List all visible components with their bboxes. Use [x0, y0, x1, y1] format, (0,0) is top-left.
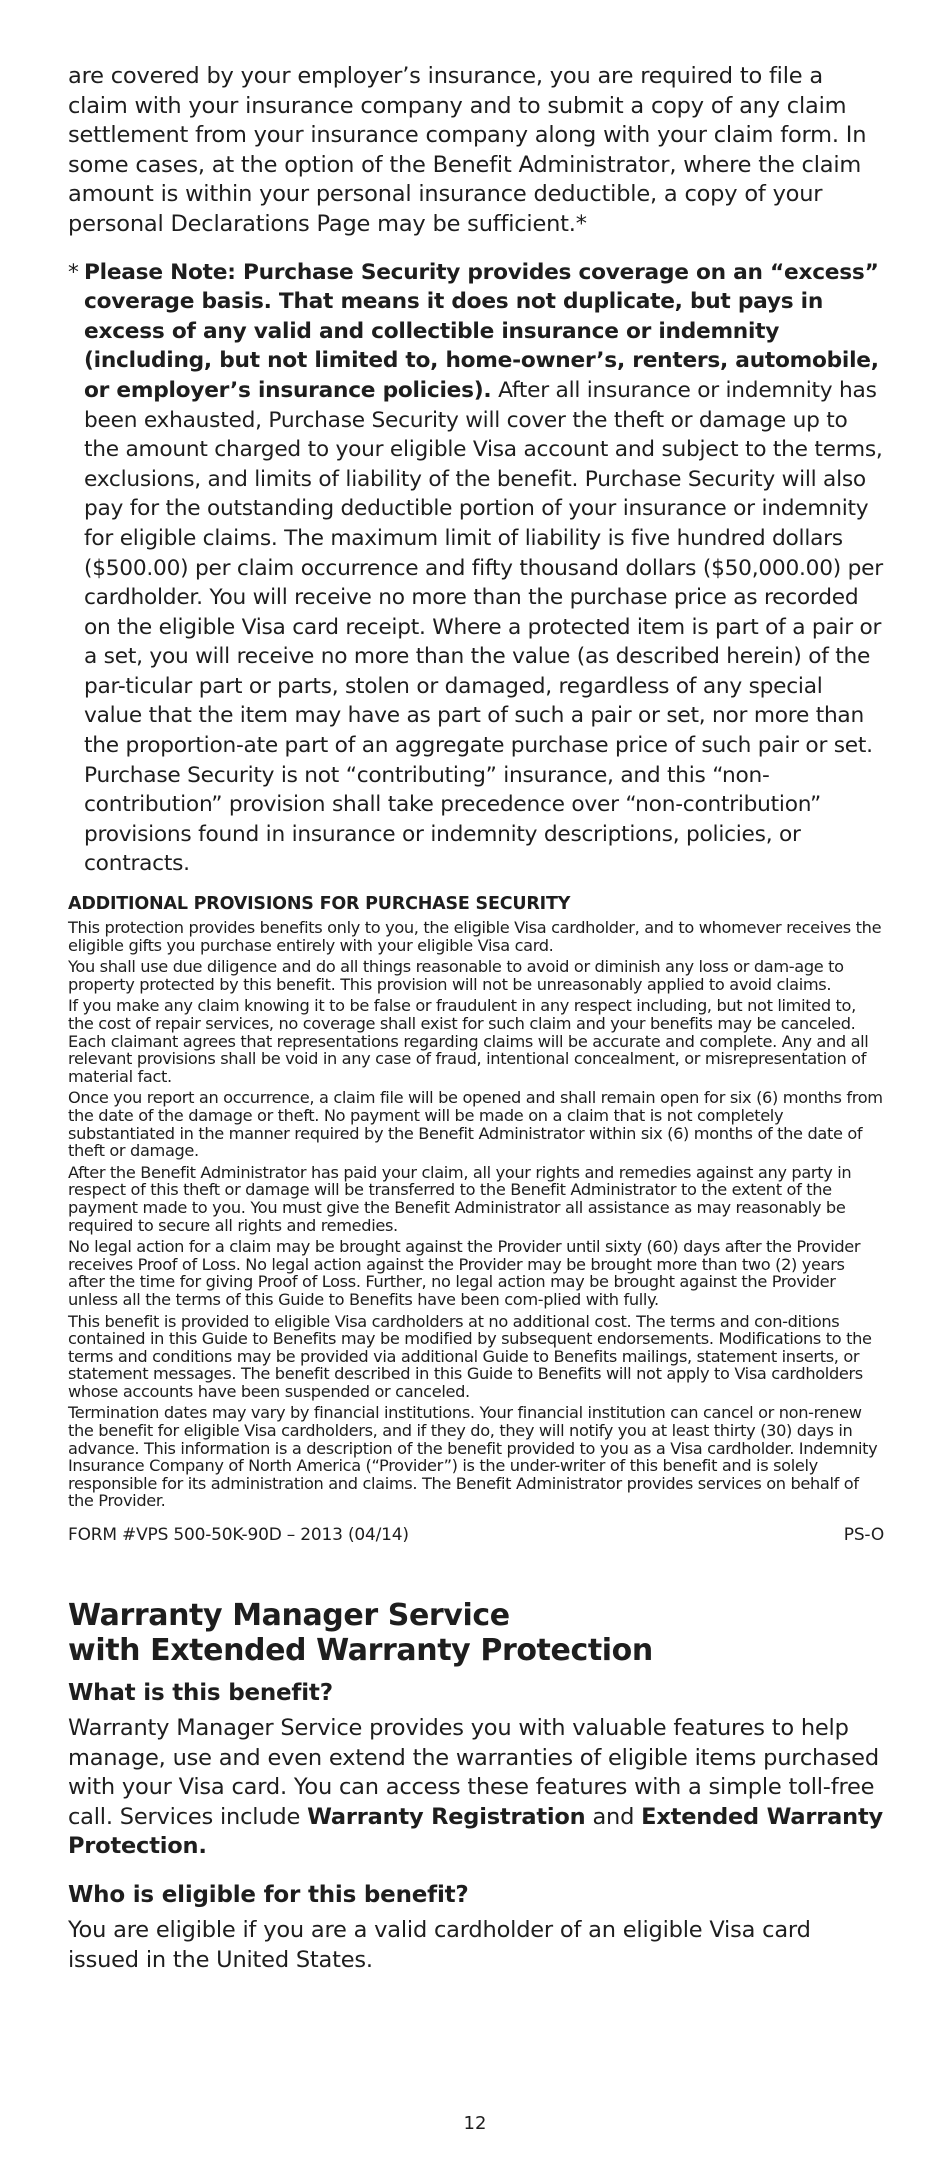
provision-paragraph: You shall use due diligence and do all things reasonable to avoid or diminish any loss or dam-age to property protected by this benefit. This provision will not be unreasonably applied to avoid claims. — [68, 957, 844, 994]
warranty-registration-bold: Warranty Registration — [307, 1803, 586, 1830]
question-who-is-eligible: Who is eligible for this benefit? — [68, 1882, 469, 1908]
please-note-text: After all insurance or indemnity has been exhausted, Purchase Security will cover the theft or damage up to the amount charged to your eligible Visa account and subject to the terms, exclusions, and limits of liability of the benefit. Purchase Security will also pay for the outstanding deductible portion of your insurance or indemnity for eligible claims. The maximum limit of liability is five hundred dollars ($500.00) per claim occurrence and fifty thousand dollars ($50,000.00) per cardholder. You will receive no more than the purchase price as recorded on the eligible Visa card receipt. Where a protected item is part of a pair or a set, you will receive no more than the value (as described herein) of the par-ticular part or parts, stolen or damaged, regardless of any special value that the item may have as part of such a pair or set, nor more than the proportion-ate part of an aggregate purchase price of such pair or set. Purchase Security is not “contributing” insurance, and this “non-contribution” provision shall take precedence over “non-contribution” provisions found in insurance or indemnity descriptions, policies, or contracts. — [84, 377, 883, 877]
provision-paragraph: Termination dates may vary by financial institutions. Your financial institution can cancel or non-renew the benefit for eligible Visa cardholders, and if they do, they will notify you at least thirty (30) days in advance. This information is a description of the benefit provided to you as a Visa cardholder. Indemnity Insurance Company of North America (“Provider”) is the under-writer of this benefit and is solely responsible for its administration and claims. The Benefit Administrator provides services on behalf of the Provider. — [68, 1403, 878, 1511]
extended-warranty-bold: Extended Warranty Protection. — [68, 1803, 883, 1860]
answer-who-is-eligible: You are eligible if you are a valid cardholder of an eligible Visa card issued in the United States. — [68, 1917, 811, 1973]
answer-text: and — [585, 1803, 642, 1830]
answer-text: Warranty Manager Service provides you with valuable features to help manage, use and even extend the warranties of eligible items purchased with your Visa card. You can access these features with a simple toll-free call. Services include — [68, 1715, 879, 1830]
answer-what-is-benefit — [68, 1714, 884, 1862]
question-what-is-benefit: What is this benefit? — [68, 1680, 333, 1707]
provision-paragraph: Once you report an occurrence, a claim file will be opened and shall remain open for six (6) months from the date of the damage or theft. No payment will be made on a claim that is not completely substantiated in the manner required by the Benefit Administrator within six (6) months of the date of theft or damage. — [68, 1088, 883, 1161]
provision-paragraph: No legal action for a claim may be brought against the Provider until sixty (60) days after the Provider receives Proof of Loss. No legal action against the Provider may be brought more than two (2) years after the time for giving Proof of Loss. Further, no legal action may be brought against the Provider unless all the terms of this Guide to Benefits have been com-plied with fully. — [68, 1237, 861, 1309]
document-page — [68, 62, 884, 1993]
form-code: PS-O — [843, 1525, 884, 1546]
intro-paragraph: are covered by your employer’s insurance, you are required to file a claim with your insurance company and to submit a copy of any claim settlement from your insurance company along with your claim form. In some cases, at the option of the Benefit Administrator, where the claim amount is within your personal insurance deductible, a copy of your personal Declarations Page may be sufficient.* — [68, 63, 867, 237]
please-note-paragraph — [68, 258, 884, 879]
please-note-bold-text: Please Note: Purchase Security provides coverage on an “excess” coverage basis. That means it does not duplicate, but pays in excess of any valid and collectible insurance or indemnity (including, but not limited to, home-owner’s, renters, automobile, or employer’s insurance policies). — [84, 259, 879, 403]
page-number: 12 — [463, 2113, 487, 2134]
provision-paragraph: This protection provides benefits only to you, the eligible Visa cardholder, and to whomever receives the eligible gifts you purchase entirely with your eligible Visa card. — [68, 918, 882, 955]
provision-paragraph: This benefit is provided to eligible Visa cardholders at no additional cost. The terms and con-ditions contained in this Guide to Benefits may be modified by subsequent endorsements. Modifications to the terms and conditions may be provided via additional Guide to Benefits mailings, statement inserts, or statement messages. The benefit described in this Guide to Benefits will not apply to Visa cardholders whose accounts have been suspended or canceled. — [68, 1311, 872, 1401]
section-title-line2: with Extended Warranty Protection — [68, 1633, 653, 1669]
footnote-marker: * — [68, 259, 79, 285]
additional-provisions-heading: ADDITIONAL PROVISIONS FOR PURCHASE SECURITY — [68, 894, 571, 915]
additional-provisions-section — [68, 893, 884, 1510]
form-number: FORM #VPS 500-50K-90D – 2013 (04/14) — [68, 1525, 409, 1546]
section-title — [68, 1598, 884, 1668]
form-footer-row — [68, 1524, 884, 1546]
provision-paragraph: If you make any claim knowing it to be false or fraudulent in any respect including, but not limited to, the cost of repair services, no coverage shall exist for such claim and your benefits may be canceled. Each claimant agrees that representations regarding claims will be accurate and complete. Any and all relevant provisions shall be void in any case of fraud, intentional concealment, or misrepresentation of material fact. — [68, 996, 869, 1086]
section-title-line1: Warranty Manager Service — [68, 1598, 510, 1634]
provision-paragraph: After the Benefit Administrator has paid your claim, all your rights and remedies against any party in respect of this theft or damage will be transferred to the Benefit Administrator to the extent of the payment made to you. You must give the Benefit Administrator all assistance as may reasonably be required to secure all rights and remedies. — [68, 1162, 852, 1235]
